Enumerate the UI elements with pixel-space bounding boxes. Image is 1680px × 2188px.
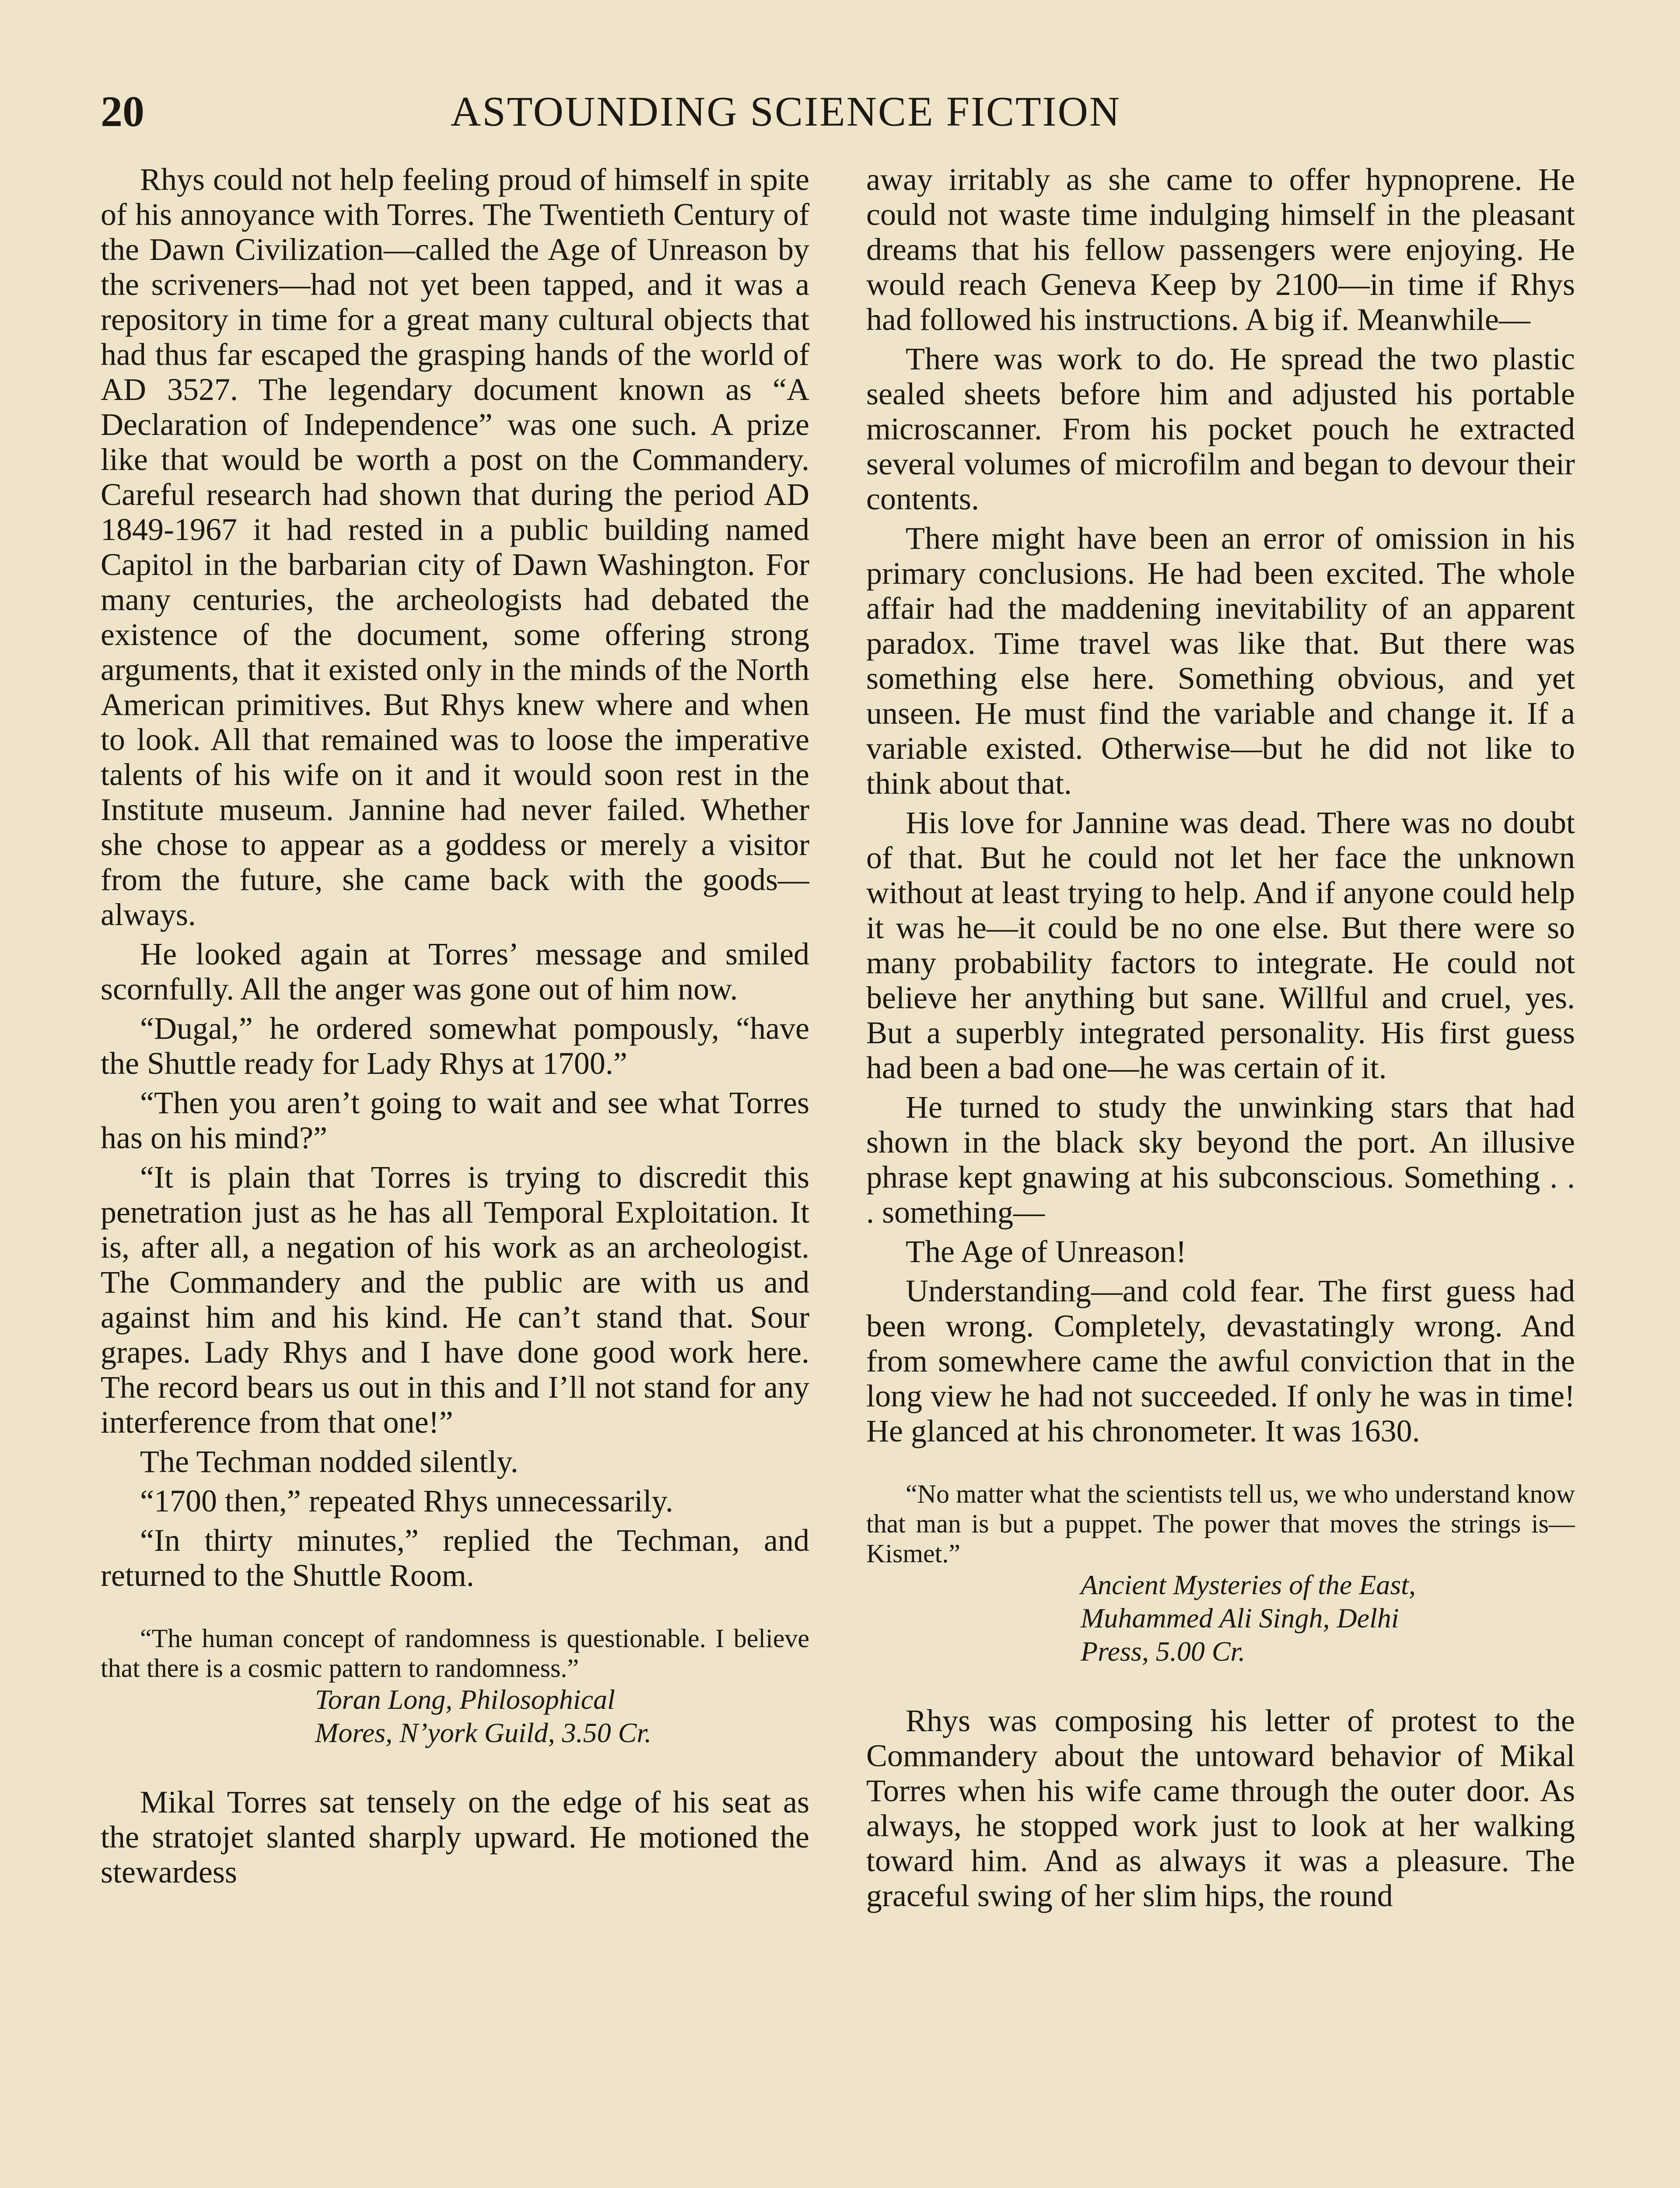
paragraph: The Age of Unreason! <box>906 1234 1186 1269</box>
epigraph <box>101 1623 809 1750</box>
paragraph: He turned to study the unwinking stars that had shown in the black sky beyond the port. An illusive phrase kept gnawing at his subconscious. Something . . . something— <box>866 1090 1575 1230</box>
epigraph-quote: “The human concept of randomness is questionable. I believe that there is a cosmic pattern to randomness.” <box>101 1624 809 1683</box>
paragraph: His love for Jannine was dead. There was no doubt of that. But he could not let her face the unknown without at least trying to help. And if anyone could help it was he—it could be no one else. But there were so many probability factors to integrate. He could not believe her anything but sane. Willful and cruel, yes. But a superbly integrated personality. His first guess had been a bad one—he was certain of it. <box>866 805 1575 1085</box>
paragraph: “In thirty minutes,” replied the Techman, and returned to the Shuttle Room. <box>101 1523 809 1593</box>
left-column <box>101 162 809 2188</box>
epigraph-source: Mores, N’york Guild, 3.50 Cr. <box>315 1717 652 1748</box>
paragraph: away irritably as she came to offer hypnoprene. He could not waste time indulging himself in the pleasant dreams that his fellow passengers were enjoying. He would reach Geneva Keep by 2100—in time if Rhys had followed his instructions. A big if. Meanwhile— <box>866 162 1575 337</box>
paragraph: “It is plain that Torres is trying to discredit this penetration just as he has all Temporal Exploitation. It is, after all, a negation of his work as an archeologist. The Commandery and the public are with us and against him and his kind. He can’t stand that. Sour grapes. Lady Rhys and I have done good work here. The record bears us out in this and I’ll not stand for any interference from that one!” <box>101 1160 809 1440</box>
epigraph-quote: “No matter what the scientists tell us, we who understand know that man is but a puppet. The power that moves the strings is—Kismet.” <box>866 1480 1575 1568</box>
paragraph: There was work to do. He spread the two plastic sealed sheets before him and adjusted his portable microscanner. From his pocket pouch he extracted several volumes of microfilm and began to devour their contents. <box>866 341 1575 516</box>
epigraph-source: Press, 5.00 Cr. <box>1081 1636 1246 1667</box>
epigraph-source: Ancient Mysteries of the East, <box>1081 1569 1416 1600</box>
paragraph: There might have been an error of omission in his primary conclusions. He had been excited. The whole affair had the maddening inevitability of an apparent paradox. Time travel was like that. But there was something else here. Something obvious, and yet unseen. He must find the variable and change it. If a variable existed. Otherwise—but he did not like to think about that. <box>866 521 1575 801</box>
paragraph: Rhys was composing his letter of protest to the Commandery about the untoward behavior of Mikal Torres when his wife came through the outer door. As always, he stopped work just to look at her walking toward him. And as always it was a pleasure. The graceful swing of her slim hips, the round <box>866 1703 1575 1913</box>
epigraph-source: Toran Long, Philosophical <box>315 1684 615 1715</box>
page-header <box>101 83 1579 140</box>
paragraph: “Then you aren’t going to wait and see what Torres has on his mind?” <box>101 1085 809 1155</box>
running-head-title: ASTOUNDING SCIENCE FICTION <box>451 88 1121 135</box>
paragraph: Rhys could not help feeling proud of himself in spite of his annoyance with Torres. The Twentieth Century of the Dawn Civilization—called the Age of Unreason by the scriveners—had not yet been tapped, and it was a repository in time for a great many cultural objects that had thus far escaped the grasping hands of the world of AD 3527. The legendary document known as “A Declaration of Independence” was one such. A prize like that would be worth a post on the Commandery. Careful research had shown that during the period AD 1849-1967 it had rested in a public building named Capitol in the barbarian city of Dawn Washington. For many centuries, the archeologists had debated the existence of the document, some offering strong arguments, that it existed only in the minds of the North American primitives. But Rhys knew where and when to look. All that remained was to loose the imperative talents of his wife on it and it would soon rest in the Institute museum. Jannine had never failed. Whether she chose to appear as a goddess or merely a visitor from the future, she came back with the goods—always. <box>101 162 809 932</box>
paragraph: Mikal Torres sat tensely on the edge of his seat as the stratojet slanted sharply upward. He motioned the stewardess <box>101 1785 809 1890</box>
paragraph: “1700 then,” repeated Rhys unnecessarily. <box>140 1483 673 1518</box>
epigraph <box>866 1479 1575 1668</box>
paragraph: He looked again at Torres’ message and smiled scornfully. All the anger was gone out of him now. <box>101 936 809 1006</box>
epigraph-source: Muhammed Ali Singh, Delhi <box>1081 1602 1399 1634</box>
page-number: 20 <box>101 87 144 136</box>
right-column <box>866 162 1575 2188</box>
paragraph: Understanding—and cold fear. The first guess had been wrong. Completely, devastatingly wrong. And from somewhere came the awful conviction that in the long view he had not succeeded. If only he was in time! He glanced at his chronometer. It was 1630. <box>866 1273 1575 1448</box>
paragraph: The Techman nodded silently. <box>140 1444 518 1479</box>
paragraph: “Dugal,” he ordered somewhat pompously, “have the Shuttle ready for Lady Rhys at 1700.” <box>101 1011 809 1081</box>
